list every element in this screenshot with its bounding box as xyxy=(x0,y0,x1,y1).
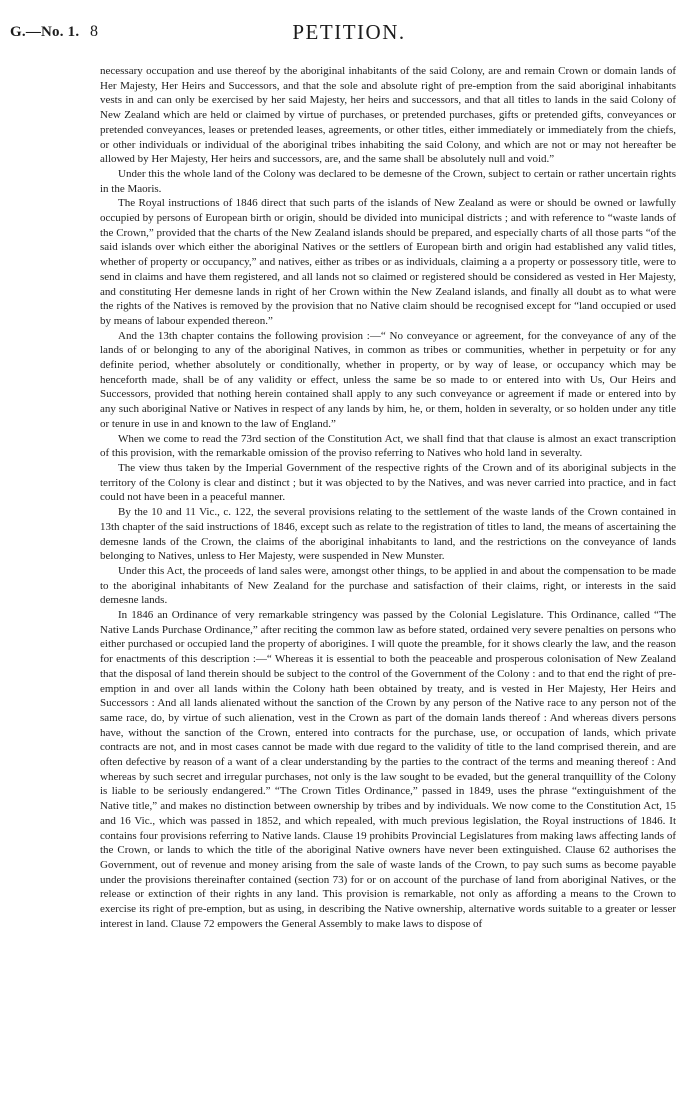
document-body xyxy=(100,64,676,931)
paragraph: And the 13th chapter contains the following provision :—“ No conveyance or agreement, for the conveyance of any of the lands of or belonging to any of the aboriginal Natives, in common as tribes or communities, whether in perpetuity or for any definite period, whether absolutely or conditionally, whether in property, or by way of lease, or occupancy which may be henceforth made, shall be of any validity or effect, unless the same be so made to or entered into with Us, Our Heirs and Successors, provided that nothing herein contained shall apply to any such conveyance or agreement if made or entered into by any such aboriginal Native or Natives in respect of any lands by him, he, or them, holden in severalty, or so holden under any title or tenure in use in and known to the law of England.” xyxy=(100,329,676,430)
paragraph: Under this the whole land of the Colony was declared to be demesne of the Crown, subject to certain or rather uncertain rights in the Maoris. xyxy=(100,167,676,195)
page-title: PETITION. xyxy=(292,20,406,44)
paragraph: When we come to read the 73rd section of the Constitution Act, we shall find that that clause is almost an exact transcription of this provision, with the remarkable omission of the proviso referring to Natives who hold land in severalty. xyxy=(100,432,676,460)
paragraph: The view thus taken by the Imperial Government of the respective rights of the Crown and of its aboriginal subjects in the territory of the Colony is clear and distinct ; but it was objected to by the Natives, and was never carried into practice, and in fact could not have been in a peaceful manner. xyxy=(100,461,676,504)
paragraph: The Royal instructions of 1846 direct that such parts of the islands of New Zealand as were or should be owned or lawfully occupied by persons of European birth or origin, should be divided into municipal districts ; and with reference to “waste lands of the Crown,” provided that the charts of the New Zealand islands should be prepared, and especially charts of all those parts “of the said islands over which either the aboriginal Natives or the settlers of European birth and origin had established any valid titles, whether of property or occupancy,” and natives, either as tribes or as individuals, claiming a a property or possessory title, were to send in claims and have them registered, and all lands not so claimed or registered should be considered as vested in Her Majesty, and constituting Her demesne lands in right of her Crown within the New Zealand islands, and finally all doubt as to what were the rights of the Natives is removed by the provision that no Native claim should be recognised except for “land occupied or used by means of labour expended thereon.” xyxy=(100,197,676,327)
page-number: 8 xyxy=(90,23,98,40)
paragraph-continued: necessary occupation and use thereof by the aboriginal inhabitants of the said Colony, are and remain Crown or domain lands of Her Majesty, Her Heirs and Successors, and that the sole and absolute right of pre-emption from the said aboriginal inhabitants vests in and can only be exercised by her said Majesty, her heirs and successors, and that all titles to lands in the said Colony of New Zealand which are held or claimed by virtue of purchases, or pretended purchases, gifts or pretended gifts, conveyances or pretended conveyances, leases or pretended leases, agreements, or other titles, either immediately or immediately from the chiefs, or other individuals or individual of the aboriginal tribes inhabiting the said Colony, and which are not or may not hereafter be allowed by Her Majesty, Her heirs and successors, are, and the same shall be absolutely null and void.” xyxy=(100,65,676,166)
page-header xyxy=(10,20,688,60)
paragraph: Under this Act, the proceeds of land sales were, amongst other things, to be applied in and about the compensation to be made to the aboriginal inhabitants of New Zealand for the purchase and satisfaction of their claims, right, or interests in the said demesne lands. xyxy=(100,564,676,607)
paragraph: In 1846 an Ordinance of very remarkable stringency was passed by the Colonial Legislature. This Ordinance, called “The Native Lands Purchase Ordinance,” after reciting the common law as before stated, ordained very severe penalties on persons who either purchased or occupied land the property of aborigines. I will quote the preamble, for it shows clearly the law, and the reason for enactments of this description :—“ Whereas it is essential to both the peaceable and prosperous colonisation of New Zealand that the disposal of land therein should be subject to the control of the Government of the Colony : and to that end the right of pre-emption in and over all lands within the Colony hath been obtained by treaty, and is vested in Her Majesty, Her Heirs and Successors : And all lands alienated without the sanction of the Crown by any person of the Native race to any person not of the same race, do, by virtue of such alienation, vest in the Crown as part of the domain lands thereof : And whereas divers persons have, without the sanction of the Crown, entered into contracts for the purchase, use, or occupation of lands, which private contracts are not, and in most cases cannot be made with due regard to the validity of title to the land comprised therein, and are often defective by reason of a want of a clear understanding by the parties to the contract of the terms and meaning thereof : And whereas by such secret and irregular purchases, not only is the law sought to be evaded, but the general tranquillity of the Colony is liable to be seriously endangered.” “The Crown Titles Ordinance,” passed in 1849, uses the phrase “extinguishment of the Native title,” and makes no distinction between ownership by tribes and by individuals. We now come to the Constitution Act, 15 and 16 Vic., which was passed in 1852, and which repealed, with much previous legislation, the Royal instructions of 1846. It contains four provisions referring to Native lands. Clause 19 prohibits Provincial Legislatures from making laws affecting lands of the Crown, or lands to which the title of the aboriginal Native owners have never been extinguished. Clause 62 authorises the Government, out of revenue and money arising from the sale of waste lands of the Crown, to pay such sums as become payable under the provisions thereinafter contained (section 73) for or on account of the purchase of land from aboriginal Natives, or the release or extinction of their rights in any land. This provision is remarkable, not only as affording a means to the Crown to exercise its right of pre-emption, but as using, in describing the Native ownership, alternative words suitable to a greater or lesser interest in land. Clause 72 empowers the General Assembly to make laws to dispose of xyxy=(100,609,676,930)
paragraph: By the 10 and 11 Vic., c. 122, the several provisions relating to the settlement of the waste lands of the Crown contained in 13th chapter of the said instructions of 1846, except such as relate to the registration of titles to land, the means of ascertaining the demesne lands of the Crown, the claims of the aboriginal inhabitants to land, and the restrictions on the conveyance of lands belonging to Natives, unless to Her Majesty, were suspended in New Munster. xyxy=(100,506,676,563)
page-reference: G.—No. 1. xyxy=(10,24,80,40)
